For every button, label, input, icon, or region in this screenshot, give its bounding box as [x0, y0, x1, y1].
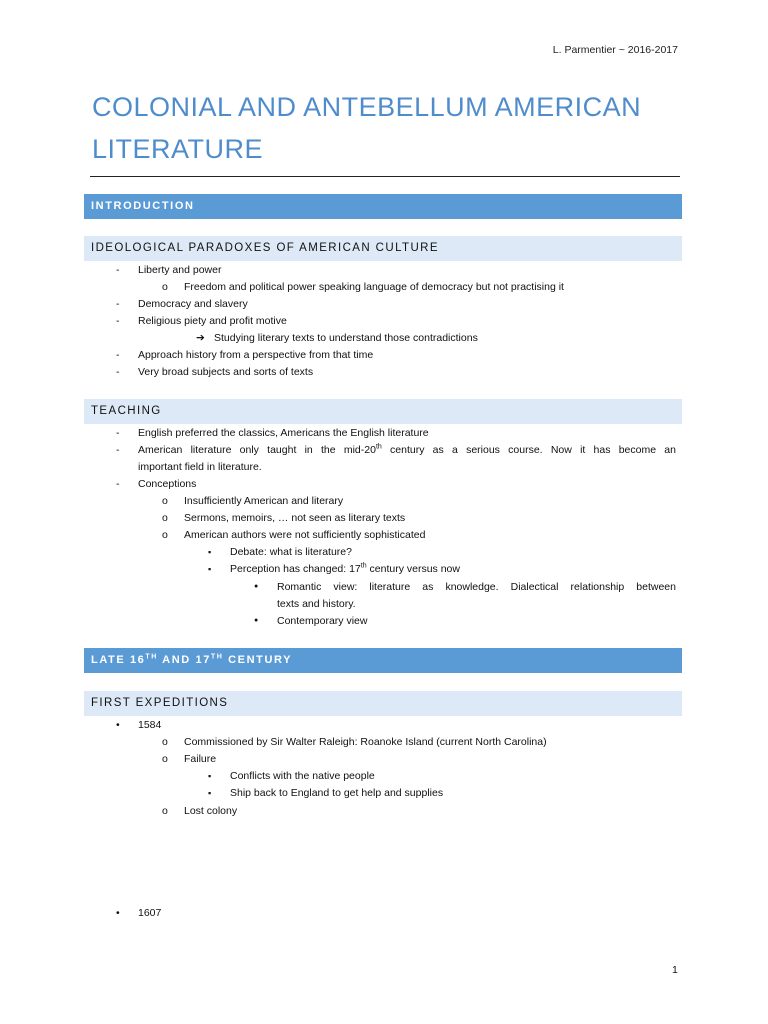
text-run: LATE 16: [91, 654, 146, 666]
circle-marker: o: [162, 281, 168, 293]
list-item-continuation: texts and history.: [277, 598, 356, 610]
dash-marker: -: [116, 315, 120, 327]
text-run: century versus now: [366, 563, 460, 575]
superscript: th: [360, 562, 367, 570]
text-run: century as a serious course. Now it has become an: [381, 444, 676, 456]
list-item: American authors were not sufficiently sophisticated: [184, 529, 426, 541]
circle-marker: o: [162, 805, 168, 817]
heading-ideological-paradoxes: IDEOLOGICAL PARADOXES OF AMERICAN CULTURE: [84, 236, 682, 261]
list-item: 1584: [138, 719, 162, 731]
dash-marker: -: [116, 349, 120, 361]
list-item: Democracy and slavery: [138, 298, 248, 310]
square-marker: ▪: [208, 564, 212, 574]
heading-introduction: INTRODUCTION: [84, 194, 682, 219]
list-item-continuation: important field in literature.: [138, 461, 262, 473]
page-number: 1: [672, 964, 678, 976]
circle-marker: o: [162, 512, 168, 524]
dash-marker: -: [116, 427, 120, 439]
square-marker: ▪: [208, 788, 212, 798]
dot-marker: ●: [254, 583, 259, 590]
list-item: Conceptions: [138, 478, 197, 490]
list-item: Failure: [184, 753, 217, 765]
dash-marker: -: [116, 478, 120, 490]
list-item: Approach history from a perspective from that time: [138, 349, 374, 361]
list-item: Freedom and political power speaking language of democracy but not practising it: [184, 281, 564, 293]
list-item: Romantic view: literature as knowledge. Dialectical relationship between: [277, 581, 676, 593]
heading-teaching: TEACHING: [84, 399, 682, 424]
text-run: American literature only taught in the mid-20: [138, 444, 376, 456]
dot-marker: ●: [254, 617, 259, 624]
list-item: Insufficiently American and literary: [184, 495, 344, 507]
text-run: AND 17: [157, 654, 211, 666]
list-item: Debate: what is literature?: [230, 546, 352, 558]
text-run: CENTURY: [223, 654, 293, 666]
circle-marker: o: [162, 736, 168, 748]
list-item: Liberty and power: [138, 264, 222, 276]
circle-marker: o: [162, 529, 168, 541]
heading-first-expeditions: FIRST EXPEDITIONS: [84, 691, 682, 716]
header-author-meta: L. Parmentier ~ 2016-2017: [552, 44, 678, 56]
list-item: Lost colony: [184, 805, 238, 817]
page-title-line1: COLONIAL AND ANTEBELLUM AMERICAN: [92, 92, 642, 122]
arrow-icon: ➔: [196, 332, 205, 344]
square-marker: ▪: [208, 547, 212, 557]
list-item: Very broad subjects and sorts of texts: [138, 366, 314, 378]
list-item: 1607: [138, 907, 162, 919]
text-run: Perception has changed: 17: [230, 563, 361, 575]
list-item: Conflicts with the native people: [230, 770, 375, 782]
list-item: Commissioned by Sir Walter Raleigh: Roanoke Island (current North Carolina): [184, 736, 547, 748]
superscript: TH: [145, 653, 158, 661]
square-marker: ▪: [208, 771, 212, 781]
list-item: Religious piety and profit motive: [138, 315, 287, 327]
list-item: [138, 443, 676, 457]
page-title: [92, 86, 692, 170]
dash-marker: -: [116, 444, 120, 456]
circle-marker: o: [162, 495, 168, 507]
superscript: TH: [210, 653, 224, 661]
dash-marker: -: [116, 298, 120, 310]
list-item: Sermons, memoirs, … not seen as literary texts: [184, 512, 406, 524]
list-item: Studying literary texts to understand those contradictions: [214, 332, 478, 344]
bullet-marker: •: [116, 907, 120, 919]
title-divider: [90, 176, 680, 177]
dash-marker: -: [116, 264, 120, 276]
list-item: English preferred the classics, Americans the English literature: [138, 427, 429, 439]
dash-marker: -: [116, 366, 120, 378]
heading-late-16th-17th-century: [84, 648, 682, 673]
circle-marker: o: [162, 753, 168, 765]
list-item: [230, 562, 460, 576]
bullet-marker: •: [116, 719, 120, 731]
superscript: th: [375, 443, 382, 451]
list-item: Contemporary view: [277, 615, 368, 627]
list-item: Ship back to England to get help and supplies: [230, 787, 444, 799]
page-title-line2: LITERATURE: [92, 134, 264, 164]
